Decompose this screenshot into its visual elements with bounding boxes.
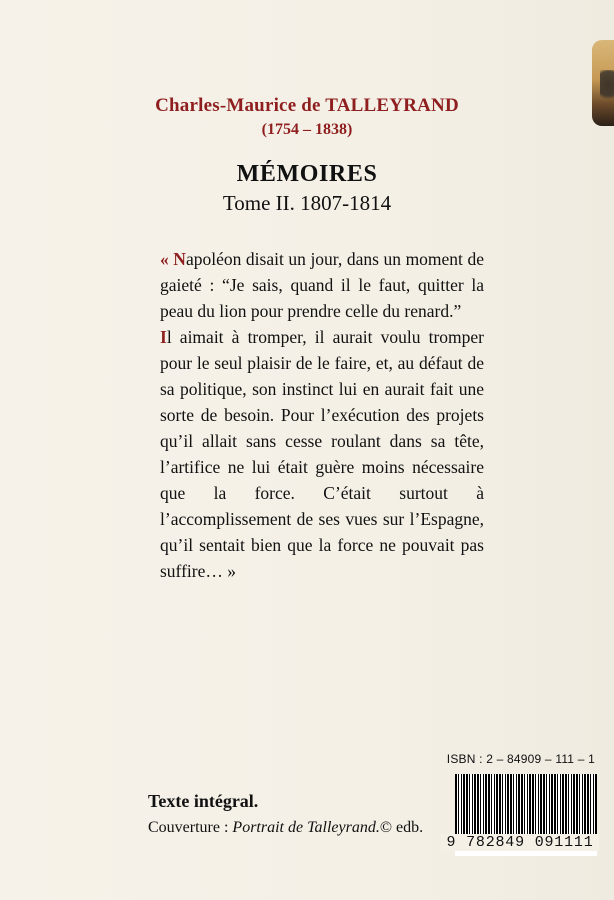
cover-credit-prefix: Couverture : [148,819,233,836]
author-dates: (1754 – 1838) [261,121,353,138]
barcode-number: 9 782849 091111 [441,834,599,851]
back-cover-quote [160,246,484,584]
barcode-bars [455,774,597,838]
cover-credit-suffix: © edb. [379,819,424,836]
cover-credit [148,819,423,837]
book-subtitle: Tome II. 1807-1814 [222,191,392,215]
cover-credit-title: Portrait de Talleyrand. [232,819,380,836]
barcode [446,774,597,856]
book-title: MÉMOIRES [236,161,378,187]
quote-paragraph-1-text: apoléon disait un jour, dans un moment de gaieté : “Je sais, quand il le faut, quitter la peau du lion pour prendre celle du renard.” [160,249,484,321]
quote-paragraph-2-text: l aimait à tromper, il aurait voulu tromper pour le seul plaisir de le faire, et, au défaut de sa politique, son instinct lui en aurait fait une sorte de besoin. Pour l’exécution des projets qu’il allait sans cesse roulant dans sa tête, l’artifice ne lui était guère moins nécessaire que la force. C’était surtout à l’accomplissement de ses vues sur l’Espagne, qu’il sentait bien que la force ne pouvait pas suffire… » [160,327,484,581]
isbn-label: ISBN : 2 – 84909 – 111 – 1 [446,752,595,766]
author-name: Charles-Maurice de TALLEYRAND [155,95,459,116]
dropcap-1: « N [160,249,186,269]
quote-paragraph-2 [160,324,484,584]
quote-paragraph-1 [160,246,484,324]
dropcap-2: I [160,327,167,347]
texte-integral: Texte intégral. [148,791,259,811]
